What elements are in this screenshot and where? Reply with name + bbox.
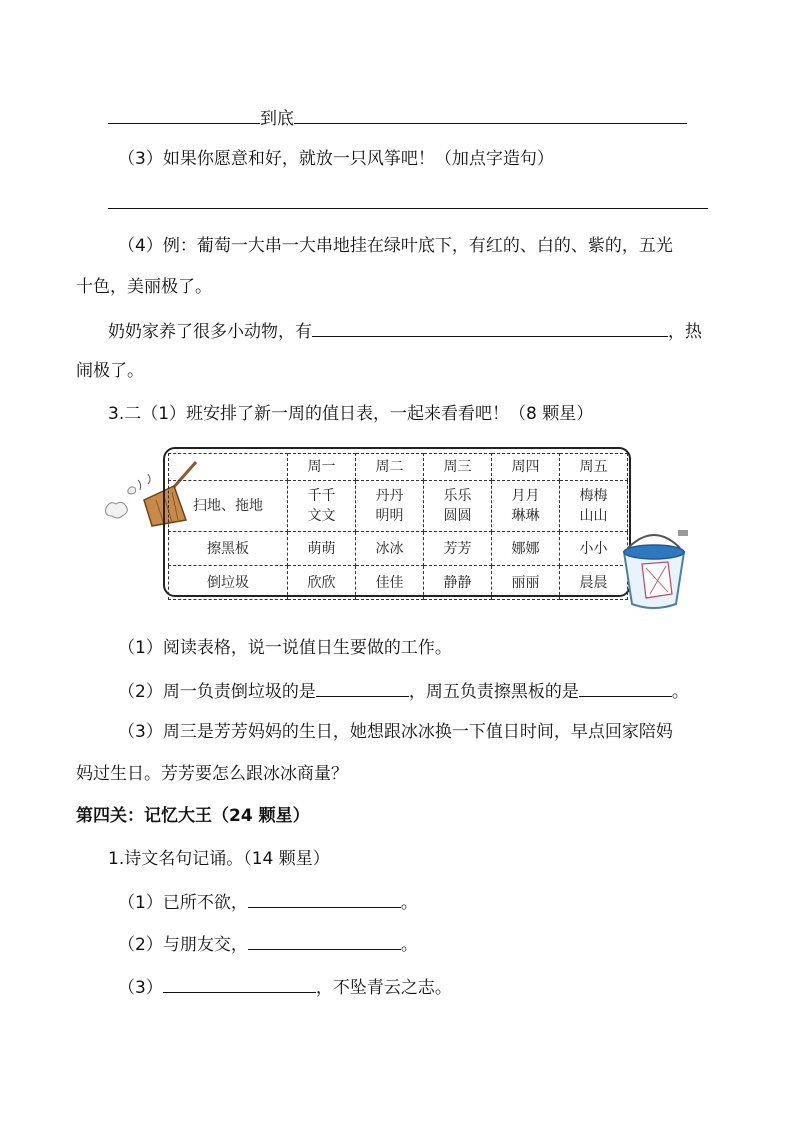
- table-cell: 萌萌: [288, 532, 356, 566]
- task-cell: 扫地、拖地: [169, 481, 288, 532]
- question-3: （3）如果你愿意和好，就放一只风筝吧！（加点字造句）: [118, 149, 554, 169]
- recite-prefix: （3）: [118, 978, 163, 998]
- question-4-line1: （4）例：葡萄一大串一大串地挂在绿叶底下，有红的、白的、紫的，五光: [118, 236, 673, 256]
- q4-suffix: ，热: [668, 322, 702, 342]
- recite-item-1: [118, 889, 418, 915]
- table-cell: [492, 481, 560, 532]
- table-cell: 晨晨: [560, 566, 628, 600]
- student-name: 文文: [307, 508, 336, 524]
- recite-item-3: [118, 974, 452, 1000]
- table-cell: [356, 481, 424, 532]
- student-name: 梅梅: [579, 488, 608, 504]
- answer-blank[interactable]: [163, 974, 316, 993]
- section-4-q1-title: 1.诗文名句记诵。（14 颗星）: [108, 849, 330, 869]
- table-header-cell: 周三: [424, 454, 492, 481]
- student-name: 月月: [511, 488, 540, 504]
- table-cell: 芳芳: [424, 532, 492, 566]
- table-header-cell: 周四: [492, 454, 560, 481]
- table-header-cell: 周一: [288, 454, 356, 481]
- recite-item-2: [118, 931, 418, 957]
- s2-text-b: ，周五负责擦黑板的是: [408, 682, 579, 702]
- table-cell: [560, 481, 628, 532]
- table-cell: 娜娜: [492, 532, 560, 566]
- recite-suffix: 。: [400, 935, 418, 955]
- duty-table: [168, 453, 628, 600]
- table-cell: [424, 481, 492, 532]
- student-name: 琳琳: [511, 508, 540, 524]
- task-cell: 倒垃圾: [169, 566, 288, 600]
- table-header-cell: 周五: [560, 454, 628, 481]
- sub-question-2: [118, 678, 689, 704]
- table-row: [169, 532, 628, 566]
- q4-prefix: 奶奶家养了很多小动物，有: [108, 322, 312, 342]
- table-header-cell: 周二: [356, 454, 424, 481]
- answer-rule[interactable]: [108, 208, 708, 209]
- student-name: 丹丹: [375, 488, 404, 504]
- table-row: [169, 481, 628, 532]
- task-cell: 擦黑板: [169, 532, 288, 566]
- student-name: 千千: [307, 488, 336, 504]
- answer-blank[interactable]: [248, 931, 401, 950]
- table-header-row: [169, 454, 628, 481]
- answer-line-daodi: [108, 105, 687, 131]
- table-cell: 静静: [424, 566, 492, 600]
- section-3-title: 3.二（1）班安排了新一周的值日表，一起来看看吧！（8 颗星）: [108, 404, 594, 424]
- s2-text-a: （2）周一负责倒垃圾的是: [118, 682, 316, 702]
- question-4-line4: 闹极了。: [76, 361, 144, 381]
- table-cell: 佳佳: [356, 566, 424, 600]
- table-row: [169, 566, 628, 600]
- question-4-line2: 十色，美丽极了。: [76, 277, 212, 297]
- student-name: 圆圆: [443, 508, 472, 524]
- answer-blank[interactable]: [108, 105, 260, 124]
- section-4-heading: 第四关：记忆大王（24 颗星）: [76, 806, 310, 826]
- table-cell: 丽丽: [492, 566, 560, 600]
- recite-suffix: 。: [400, 893, 418, 913]
- sub-question-1: （1）阅读表格，说一说值日生要做的工作。: [118, 638, 452, 658]
- recite-suffix: ，不坠青云之志。: [315, 978, 452, 998]
- answer-blank[interactable]: [312, 318, 668, 337]
- table-cell: 欣欣: [288, 566, 356, 600]
- table-cell: 冰冰: [356, 532, 424, 566]
- answer-blank[interactable]: [316, 678, 409, 697]
- bucket-icon: [618, 528, 690, 612]
- student-name: 山山: [579, 508, 608, 524]
- answer-blank[interactable]: [248, 889, 401, 908]
- sub-question-3-line1: （3）周三是芳芳妈妈的生日，她想跟冰冰换一下值日时间，早点回家陪妈: [118, 722, 673, 742]
- daodi-text: 到底: [260, 109, 294, 129]
- table-cell: 小小: [560, 532, 628, 566]
- s2-text-c: 。: [671, 682, 689, 702]
- sub-question-3-line2: 妈过生日。芳芳要怎么跟冰冰商量？: [76, 764, 348, 784]
- student-name: 明明: [375, 508, 404, 524]
- question-4-line3: [108, 318, 702, 344]
- answer-blank[interactable]: [294, 105, 687, 124]
- recite-prefix: （1）已所不欲，: [118, 893, 248, 913]
- recite-prefix: （2）与朋友交，: [118, 935, 248, 955]
- answer-blank[interactable]: [579, 678, 672, 697]
- student-name: 乐乐: [443, 488, 472, 504]
- table-header-cell: [169, 454, 288, 481]
- table-cell: [288, 481, 356, 532]
